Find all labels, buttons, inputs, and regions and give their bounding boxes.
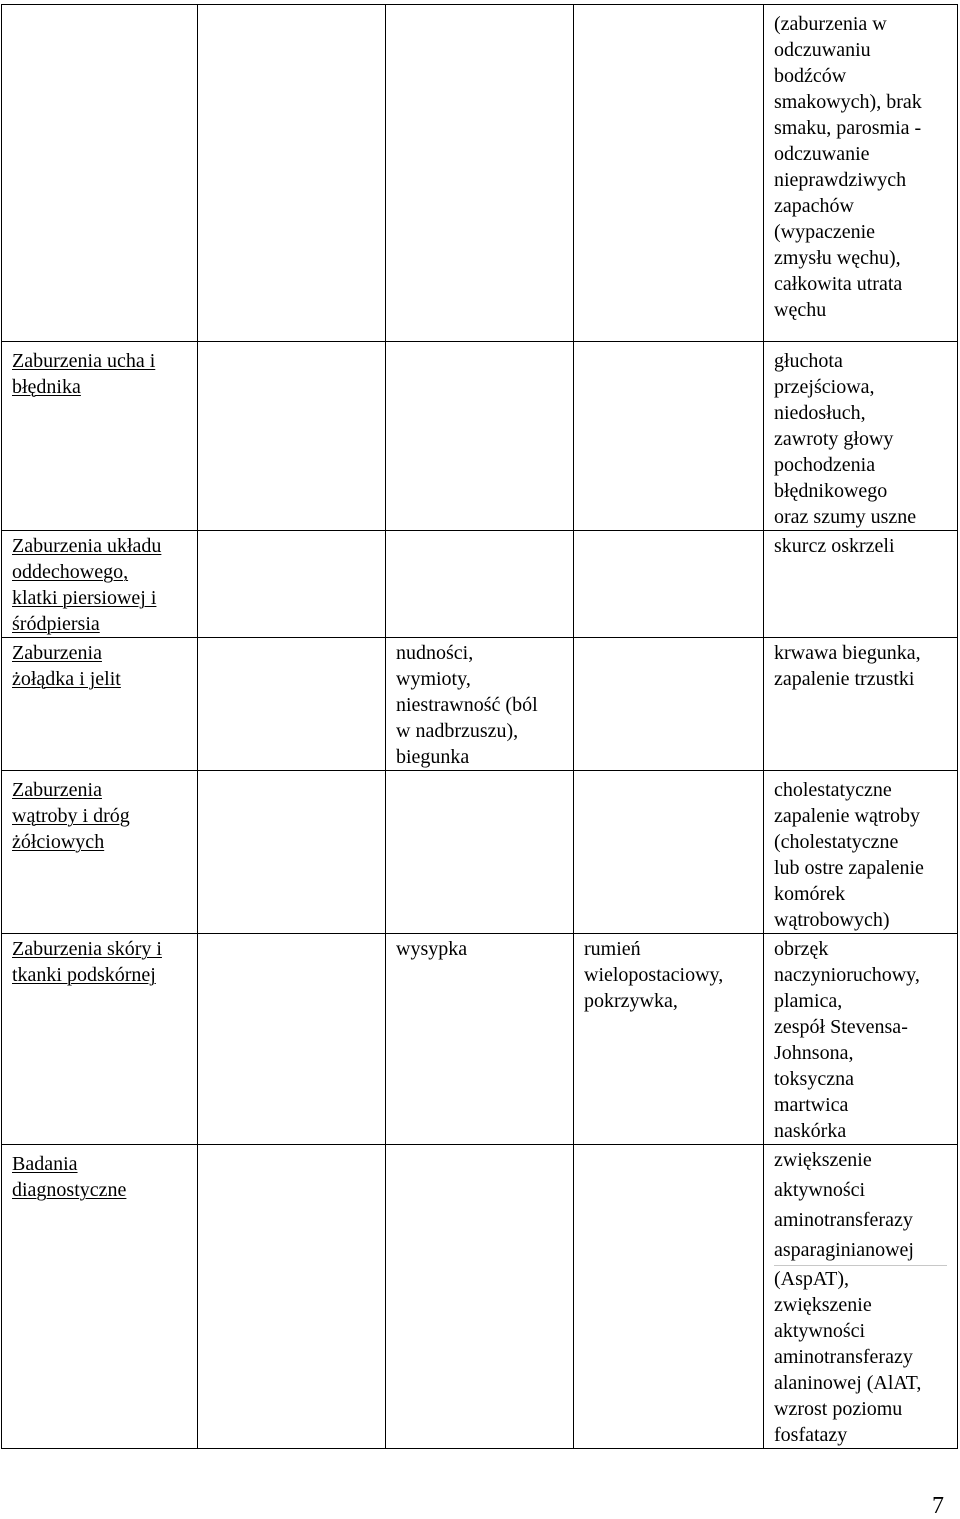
row-label-cell: Zaburzenia skóry i tkanki podskórnej (2, 934, 198, 1145)
table-row (2, 934, 958, 1145)
frequency-cell (198, 638, 386, 771)
frequency-cell (386, 5, 574, 342)
frequency-cell (574, 1145, 764, 1449)
frequency-cell: nudności, wymioty, niestrawność (ból w nadbrzuszu), biegunka (386, 638, 574, 771)
table-row (2, 531, 958, 638)
frequency-cell (386, 342, 574, 531)
adverse-effects-table (1, 4, 958, 1449)
frequency-cell (574, 531, 764, 638)
row-label-cell: Badania diagnostyczne (2, 1145, 198, 1449)
table-row (2, 5, 958, 342)
frequency-cell (198, 1145, 386, 1449)
frequency-cell: (zaburzenia w odczuwaniu bodźców smakowych), brak smaku, parosmia - odczuwanie nieprawdziwych zapachów (wypaczenie zmysłu węchu), całkowita utrata węchu (764, 5, 958, 342)
frequency-cell (198, 342, 386, 531)
table-row (2, 342, 958, 531)
frequency-cell (764, 1145, 958, 1449)
row-label-cell (2, 5, 198, 342)
frequency-cell: głuchota przejściowa, niedosłuch, zawroty głowy pochodzenia błędnikowego oraz szumy uszne (764, 342, 958, 531)
frequency-cell (198, 531, 386, 638)
frequency-cell (574, 342, 764, 531)
frequency-cell: obrzęk naczynioruchowy, plamica, zespół Stevensa- Johnsona, toksyczna martwica naskórka (764, 934, 958, 1145)
frequency-cell (574, 771, 764, 934)
table-row (2, 771, 958, 934)
page-number: 7 (932, 1493, 944, 1519)
row-label-cell: Zaburzenia układu oddechowego, klatki piersiowej i śródpiersia (2, 531, 198, 638)
frequency-cell (386, 1145, 574, 1449)
frequency-cell (574, 5, 764, 342)
row-label-cell: Zaburzenia wątroby i dróg żółciowych (2, 771, 198, 934)
table-row (2, 1145, 958, 1449)
cell-text-part: zwiększenie aktywności aminotransferazy asparaginianowej (774, 1149, 914, 1261)
frequency-cell (198, 934, 386, 1145)
frequency-cell (198, 771, 386, 934)
row-label-cell: Zaburzenia żołądka i jelit (2, 638, 198, 771)
frequency-cell (386, 531, 574, 638)
cell-text-part: (AspAT), zwiększenie aktywności aminotransferazy alaninowej (AlAT, wzrost poziomu fosfatazy (774, 1265, 947, 1448)
frequency-cell (386, 771, 574, 934)
frequency-cell (198, 5, 386, 342)
frequency-cell (574, 638, 764, 771)
row-label-cell: Zaburzenia ucha i błędnika (2, 342, 198, 531)
frequency-cell: krwawa biegunka, zapalenie trzustki (764, 638, 958, 771)
frequency-cell: wysypka (386, 934, 574, 1145)
frequency-cell: cholestatyczne zapalenie wątroby (cholestatyczne lub ostre zapalenie komórek wątrobowych) (764, 771, 958, 934)
frequency-cell: rumień wielopostaciowy, pokrzywka, (574, 934, 764, 1145)
table-row (2, 638, 958, 771)
frequency-cell: skurcz oskrzeli (764, 531, 958, 638)
